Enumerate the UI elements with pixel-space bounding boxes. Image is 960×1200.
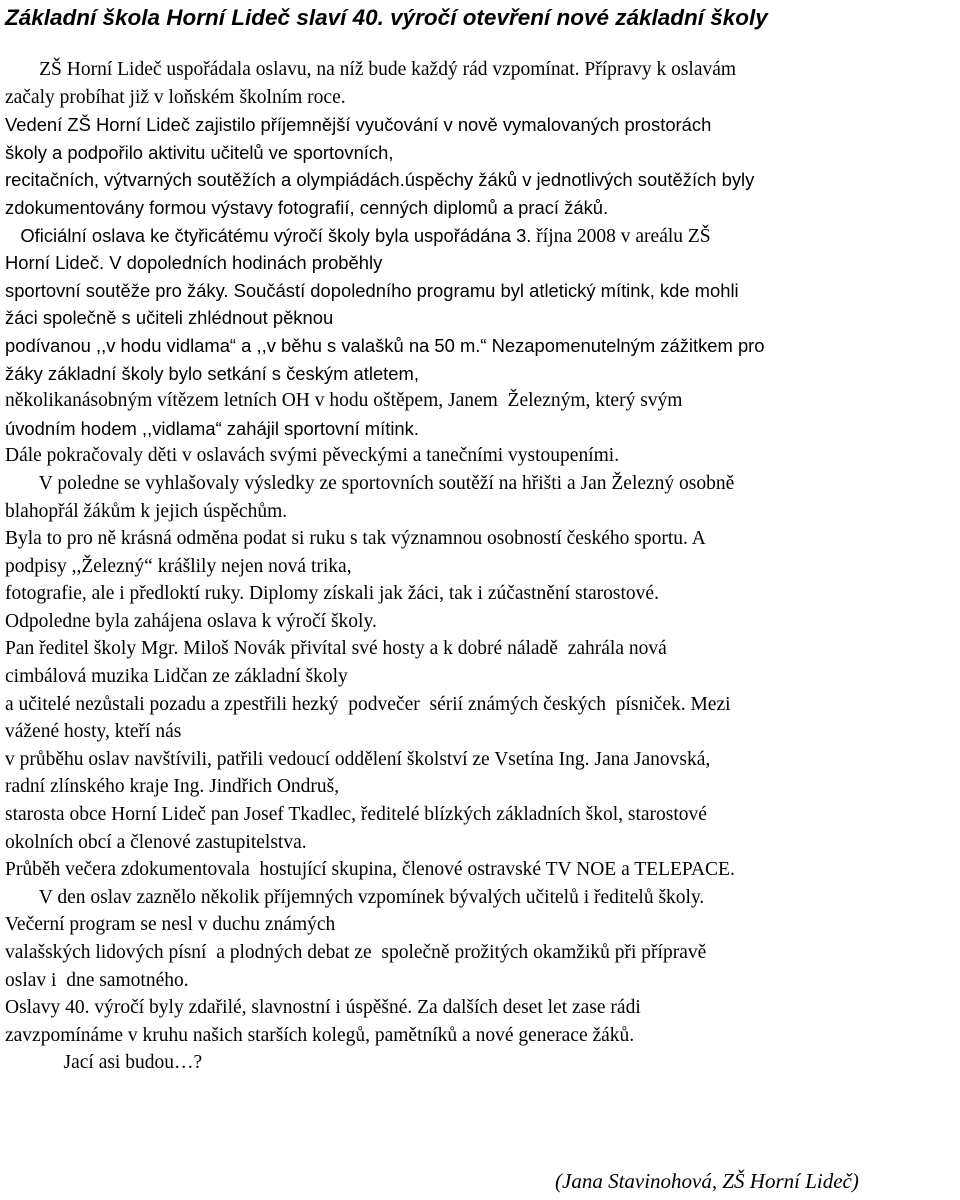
text-line: v průběhu oslav navštívili, patřili vedoucí oddělení školství ze Vsetína Ing. Jana Janovská,: [5, 748, 711, 770]
text-line: zavzpomínáme v kruhu našich starších kolegů, pamětníků a nové generace žáků.: [5, 1024, 635, 1046]
text-line: [5, 166, 957, 194]
article: [5, 0, 957, 1077]
text-line: Večerní program se nesl v duchu známých: [5, 914, 336, 936]
page-title: Základní škola Horní Lideč slaví 40. výročí otevření nové základní školy: [5, 5, 768, 30]
author-signature: (Jana Stavinohová, ZŠ Horní Lideč): [555, 1169, 859, 1193]
text-line: školy a podpořilo aktivitu učitelů ve sportovních,: [5, 141, 394, 163]
text-segment: Oficiální oslava ke čtyřicátému výročí školy byla uspořádána 3.: [5, 224, 532, 246]
text-line: blahopřál žákům k jejich úspěchům.: [5, 500, 288, 522]
text-segment: recitačních, výtvarných soutěžích a olympiádách.: [5, 169, 405, 191]
text-segment: V dopoledních hodinách proběhly: [109, 252, 383, 274]
text-line: vážené hosty, kteří nás: [5, 721, 182, 743]
text-line: podívanou ,,v hodu vidlama“ a ,,v běhu s valašků na 50 m.“ Nezapomenutelným zážitkem pro: [5, 334, 765, 356]
text-line: V poledne se vyhlašovaly výsledky ze sportovních soutěží na hřišti a Jan Železný osobně: [5, 472, 735, 494]
text-segment: Horní Lideč.: [5, 252, 110, 274]
text-line: valašských lidových písní a plodných debat ze společně prožitých okamžiků při přípravě: [5, 942, 707, 963]
article-body: [5, 56, 957, 1077]
text-segment: října 2008 v areálu ZŠ: [536, 225, 711, 247]
text-line: úvodním hodem ,,vidlama“ zahájil sportovní mítink.: [5, 417, 419, 439]
text-segment: Součástí dopoledního programu byl atletický mítink, kde mohli: [233, 279, 739, 301]
text-line: začaly probíhat již v loňském školním roce.: [5, 86, 346, 108]
text-line: Odpoledne byla zahájena oslava k výročí školy.: [5, 610, 377, 632]
text-line: Pan ředitel školy Mgr. Miloš Novák přivítal své hosty a k dobré náladě zahrála nová: [5, 638, 667, 660]
text-line: okolních obcí a členové zastupitelstva.: [5, 831, 307, 853]
text-line: [5, 249, 957, 277]
text-line: [5, 277, 957, 305]
text-line: fotografie, ale i předloktí ruky. Diplomy získali jak žáci, tak i zúčastnění starostové.: [5, 583, 659, 605]
text-line: a učitelé nezůstali pozadu a zpestřili hezký podvečer sérií známých českých písniček. Mezi: [5, 693, 731, 715]
text-segment: úspěchy žáků v jednotlivých soutěžích byly: [404, 169, 755, 191]
text-line: Oslavy 40. výročí byly zdařilé, slavnostní i úspěšné. Za dalších deset let zase rádi: [5, 997, 641, 1019]
text-line: zdokumentovány formou výstavy fotografií, cenných diplomů a prací žáků.: [5, 196, 609, 218]
text-line: Jací asi budou…?: [5, 1052, 203, 1074]
text-line: oslav i dne samotného.: [5, 969, 189, 991]
text-line: [5, 222, 957, 250]
text-line: Průběh večera zdokumentovala hostující skupina, členové ostravské TV NOE a TELEPACE.: [5, 859, 735, 881]
text-line: žáky základní školy bylo setkání s českým atletem,: [5, 362, 419, 384]
text-line: ZŠ Horní Lideč uspořádala oslavu, na níž bude každý rád vzpomínat. Přípravy k oslavám: [5, 59, 737, 80]
text-line: starosta obce Horní Lideč pan Josef Tkadlec, ředitelé blízkých základních škol, starostové: [5, 804, 707, 826]
text-line: Dále pokračovaly děti v oslavách svými pěveckými a tanečními vystoupeními.: [5, 445, 620, 467]
text-line: několikanásobným vítězem letních OH v hodu oštěpem, Janem Železným, který svým: [5, 390, 683, 412]
text-line: žáci společně s učiteli zhlédnout pěknou: [5, 307, 334, 329]
text-line: Byla to pro ně krásná odměna podat si ruku s tak významnou osobností českého sportu. A: [5, 528, 706, 550]
text-segment: sportovní soutěže pro žáky.: [5, 279, 234, 301]
text-line: V den oslav zaznělo několik příjemných vzpomínek bývalých učitelů i ředitelů školy.: [5, 886, 705, 908]
text-line: cimbálová muzika Lidčan ze základní školy: [5, 666, 348, 688]
text-line: podpisy ,,Železný“ krášlily nejen nová trika,: [5, 555, 352, 577]
text-line: Vedení ZŠ Horní Lideč zajistilo příjemnější vyučování v nově vymalovaných prostorách: [5, 114, 712, 136]
text-line: radní zlínského kraje Ing. Jindřich Ondruš,: [5, 776, 340, 798]
